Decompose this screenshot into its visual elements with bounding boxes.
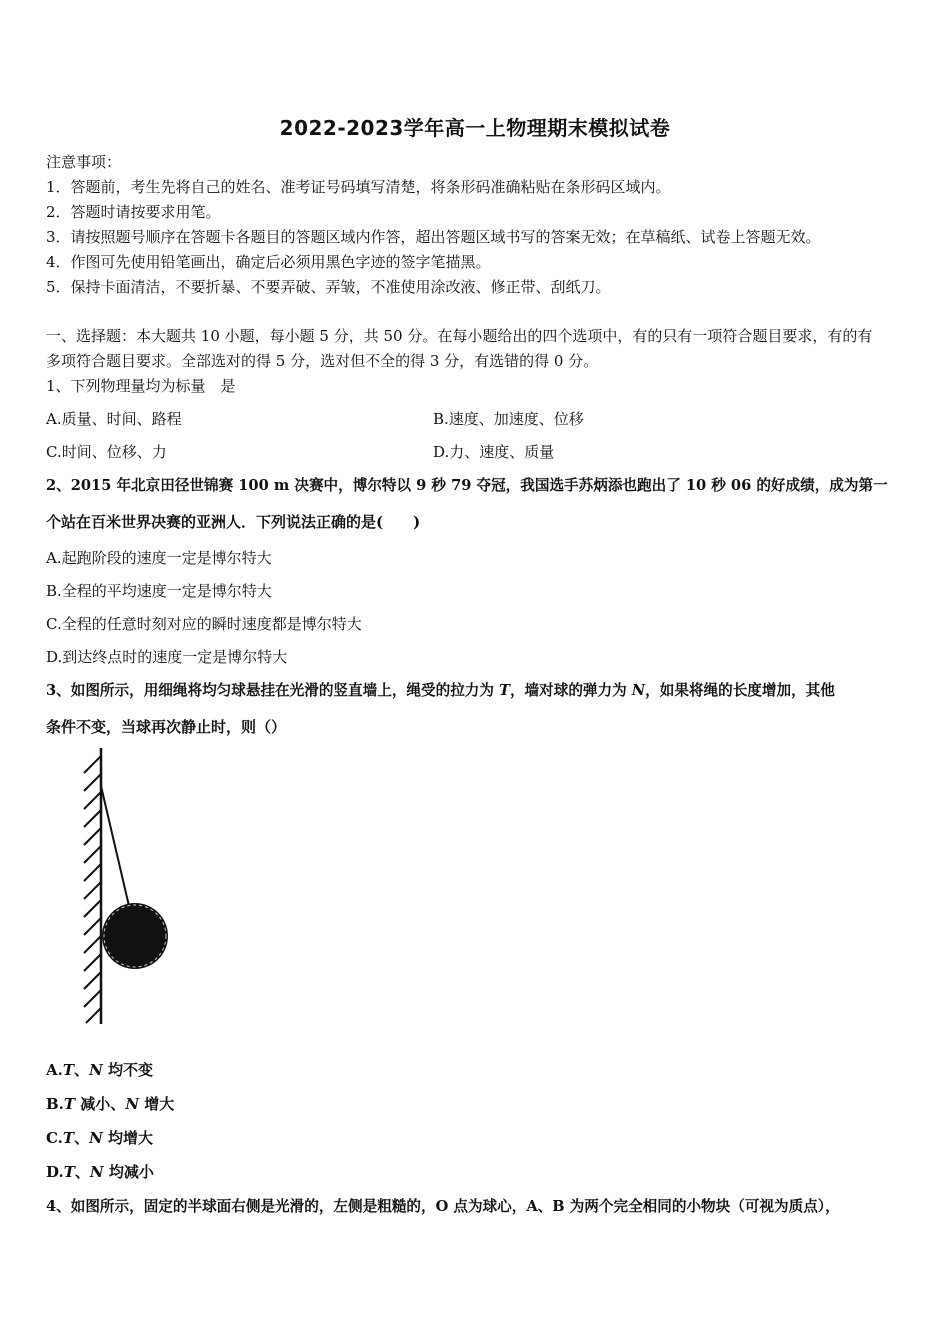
notice-heading: 注意事项： — [46, 153, 122, 171]
notice-item-4: 4．作图可先使用铅笔画出，确定后必须用黑色字迹的签字笔描黑。 — [46, 253, 491, 271]
question-1-option-d: D.力、速度、质量 — [433, 443, 555, 461]
tension-symbol: T — [499, 682, 510, 699]
question-1-option-a: A.质量、时间、路程 — [46, 410, 182, 428]
question-1-stem: 1、下列物理量均为标量 是 — [46, 377, 236, 395]
question-3-option-b: B.T 减小、N 增大 — [46, 1095, 175, 1113]
question-2-option-c: C.全程的任意时刻对应的瞬时速度都是博尔特大 — [46, 615, 362, 633]
question-3-option-d: D.T、N 均减小 — [46, 1163, 154, 1181]
question-2-option-a: A.起跑阶段的速度一定是博尔特大 — [46, 549, 272, 567]
question-3-stem-text-a: 3、如图所示，用细绳将均匀球悬挂在光滑的竖直墙上，绳受的拉力为 — [46, 682, 500, 699]
rope-line — [101, 786, 129, 906]
notice-item-2: 2．答题时请按要求用笔。 — [46, 203, 221, 221]
notice-item-1: 1．答题前，考生先将自己的姓名、准考证号码填写清楚，将条形码准确粘贴在条形码区域内。 — [46, 178, 671, 196]
section-1-intro-line-2: 多项符合题目要求。全部选对的得 5 分，选对但不全的得 3 分，有选错的得 0 分。 — [46, 352, 599, 370]
question-3-stem-line-1 — [46, 681, 835, 701]
notice-item-5: 5．保持卡面清洁，不要折暴、不要弄破、弄皱，不准使用涂改液、修正带、刮纸刀。 — [46, 278, 611, 296]
question-4-stem-line-1: 4、如图所示，固定的半球面右侧是光滑的，左侧是粗糙的，O 点为球心，A、B 为两个完全相同的小物块（可视为质点）， — [46, 1198, 840, 1215]
question-2-stem-line-2: 个站在百米世界决赛的亚洲人．下列说法正确的是( ) — [46, 513, 421, 531]
question-3-stem-text-b: ，墙对球的弹力为 — [509, 682, 632, 699]
question-2-stem-line-1: 2、2015 年北京田径世锦赛 100 m 决赛中，博尔特以 9 秒 79 夺冠，我国选手苏炳添也跑出了 10 秒 06 的好成绩，成为第一 — [46, 477, 888, 494]
ball — [102, 903, 168, 969]
question-3-option-a: A.T、N 均不变 — [46, 1061, 154, 1079]
question-2-option-d: D.到达终点时的速度一定是博尔特大 — [46, 648, 288, 666]
question-1-option-b: B.速度、加速度、位移 — [433, 410, 584, 428]
question-3-stem-line-2: 条件不变，当球再次静止时，则（） — [46, 718, 287, 736]
question-3-option-c: C.T、N 均增大 — [46, 1129, 154, 1147]
section-1-intro-line-1: 一、选择题：本大题共 10 小题，每小题 5 分，共 50 分。在每小题给出的四个选项中，有的只有一项符合题目要求，有的有 — [46, 327, 873, 345]
hanging-ball-figure — [74, 746, 174, 1026]
question-3-stem-text-c: ，如果将绳的长度增加，其他 — [645, 682, 835, 699]
normal-force-symbol: N — [631, 682, 646, 699]
question-2-option-b: B.全程的平均速度一定是博尔特大 — [46, 582, 272, 600]
exam-title: 2022-2023学年高一上物理期末模拟试卷 — [279, 116, 671, 140]
notice-item-3: 3．请按照题号顺序在答题卡各题目的答题区域内作答，超出答题区域书写的答案无效；在草稿纸、试卷上答题无效。 — [46, 228, 821, 246]
question-1-option-c: C.时间、位移、力 — [46, 443, 167, 461]
wall-hatching — [84, 756, 101, 1023]
